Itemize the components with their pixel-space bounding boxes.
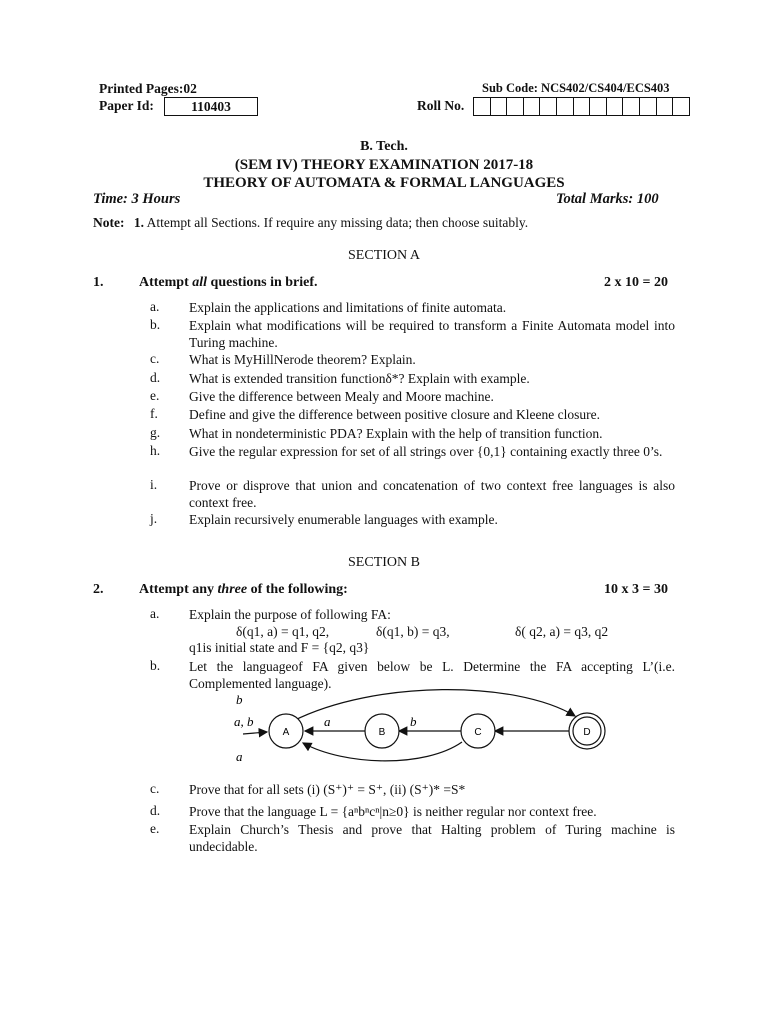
fa-label-self: a, b	[234, 714, 254, 729]
item-text: Prove that the language L = {aⁿbⁿcⁿ|n≥0} is neither regular nor context free.	[189, 804, 597, 819]
degree-title: B. Tech.	[360, 139, 408, 154]
item-letter: a.	[150, 299, 160, 314]
q2-number: 2.	[93, 582, 104, 597]
item-letter: e.	[150, 388, 160, 403]
initial-state-note: q1is initial state and F = {q2, q3}	[189, 640, 370, 655]
fa-label-top: b	[236, 692, 243, 707]
item-letter: f.	[150, 406, 158, 421]
q2-post: of the following:	[247, 582, 348, 597]
roll-no-label: Roll No.	[417, 98, 465, 113]
item-letter: g.	[150, 425, 161, 440]
roll-cell[interactable]	[607, 98, 624, 115]
note-line	[93, 215, 528, 231]
fa-state-label: A	[282, 727, 290, 738]
roll-cell[interactable]	[623, 98, 640, 115]
q2-marks: 10 x 3 = 30	[604, 582, 668, 597]
transition-1: δ(q1, a) = q1, q2,	[236, 624, 330, 639]
paper-id-label: Paper Id:	[99, 98, 154, 113]
section-b-title: SECTION B	[348, 555, 420, 570]
item-text: Explain what modifications will be required to transform a Finite Automata model into Turing machine.	[189, 318, 675, 350]
subject-title: THEORY OF AUTOMATA & FORMAL LANGUAGES	[203, 175, 565, 191]
item-text: Explain recursively enumerable languages with example.	[189, 512, 498, 527]
q2-instruction	[139, 582, 348, 598]
roll-cell[interactable]	[524, 98, 541, 115]
roll-cell[interactable]	[640, 98, 657, 115]
roll-cell[interactable]	[540, 98, 557, 115]
fa-state-label: C	[474, 727, 482, 738]
q1-em: all	[192, 275, 208, 290]
q2-em: three	[217, 582, 248, 597]
fa-edge-a-d	[293, 690, 575, 721]
note-number: 1.	[133, 215, 144, 230]
section-a-title: SECTION A	[348, 248, 420, 263]
item-text: Prove or disprove that union and concatenation of two context free languages is also context free.	[189, 478, 675, 510]
item-text: Prove that for all sets (i) (S⁺)⁺ = S⁺, (ii) (S⁺)* =S*	[189, 782, 466, 797]
note-text: Attempt all Sections. If require any missing data; then choose suitably.	[146, 215, 529, 230]
q1-number: 1.	[93, 275, 104, 290]
roll-cell[interactable]	[491, 98, 508, 115]
item-letter: c.	[150, 781, 160, 796]
item-text: Explain Church’s Thesis and prove that Halting problem of Turing machine is undecidable.	[189, 822, 675, 854]
q2-pre: Attempt any	[139, 582, 218, 597]
q1-pre: Attempt	[139, 275, 193, 290]
fa-label-bottom: a	[236, 749, 243, 764]
fa-state-label: D	[583, 727, 591, 738]
printed-pages: Printed Pages:02	[99, 81, 197, 96]
item-letter: b.	[150, 658, 161, 673]
item-text: Explain the applications and limitations of finite automata.	[189, 300, 507, 315]
transition-2: δ(q1, b) = q3,	[376, 624, 450, 639]
roll-cell[interactable]	[557, 98, 574, 115]
item-letter: h.	[150, 443, 161, 458]
roll-cell[interactable]	[673, 98, 689, 115]
roll-no-boxes[interactable]	[473, 97, 690, 116]
item-text: What is extended transition functionδ*? Explain with example.	[189, 371, 530, 386]
roll-cell[interactable]	[590, 98, 607, 115]
exam-title: (SEM IV) THEORY EXAMINATION 2017-18	[234, 157, 534, 173]
q1-marks: 2 x 10 = 20	[604, 275, 668, 290]
item-text: What is MyHillNerode theorem? Explain.	[189, 352, 416, 367]
roll-cell[interactable]	[474, 98, 491, 115]
item-text: What in nondeterministic PDA? Explain with the help of transition function.	[189, 426, 603, 441]
note-label: Note:	[93, 215, 125, 230]
roll-cell[interactable]	[657, 98, 674, 115]
fa-label-bc: b	[410, 714, 417, 729]
item-text: Give the regular expression for set of all strings over {0,1} containing exactly three 0’s.	[189, 444, 663, 459]
fa-label-ab: a	[324, 714, 331, 729]
fa-state-label: B	[378, 727, 386, 738]
q1-instruction	[139, 275, 318, 291]
item-text: Let the languageof FA given below be L. Determine the FA accepting L’(i.e. Complemented language).	[189, 659, 675, 691]
item-text: Explain the purpose of following FA:	[189, 607, 391, 622]
transition-3: δ( q2, a) = q3, q2	[515, 624, 609, 639]
item-letter: d.	[150, 803, 161, 818]
total-marks: Total Marks: 100	[556, 191, 659, 207]
item-letter: i.	[150, 477, 158, 492]
item-letter: c.	[150, 351, 160, 366]
roll-cell[interactable]	[574, 98, 591, 115]
item-letter: b.	[150, 317, 161, 332]
sub-code: Sub Code: NCS402/CS404/ECS403	[482, 81, 670, 95]
q1-post: questions in brief.	[207, 275, 318, 290]
paper-id-box: 110403	[164, 97, 258, 116]
roll-cell[interactable]	[507, 98, 524, 115]
item-letter: d.	[150, 370, 161, 385]
time-label: Time: 3 Hours	[93, 191, 181, 207]
item-text: Give the difference between Mealy and Moore machine.	[189, 389, 494, 404]
item-text: Define and give the difference between positive closure and Kleene closure.	[189, 407, 600, 422]
item-letter: a.	[150, 606, 160, 621]
item-letter: e.	[150, 821, 160, 836]
fa-diagram	[225, 688, 625, 768]
item-letter: j.	[150, 511, 158, 526]
fa-start-arrow	[243, 732, 267, 734]
